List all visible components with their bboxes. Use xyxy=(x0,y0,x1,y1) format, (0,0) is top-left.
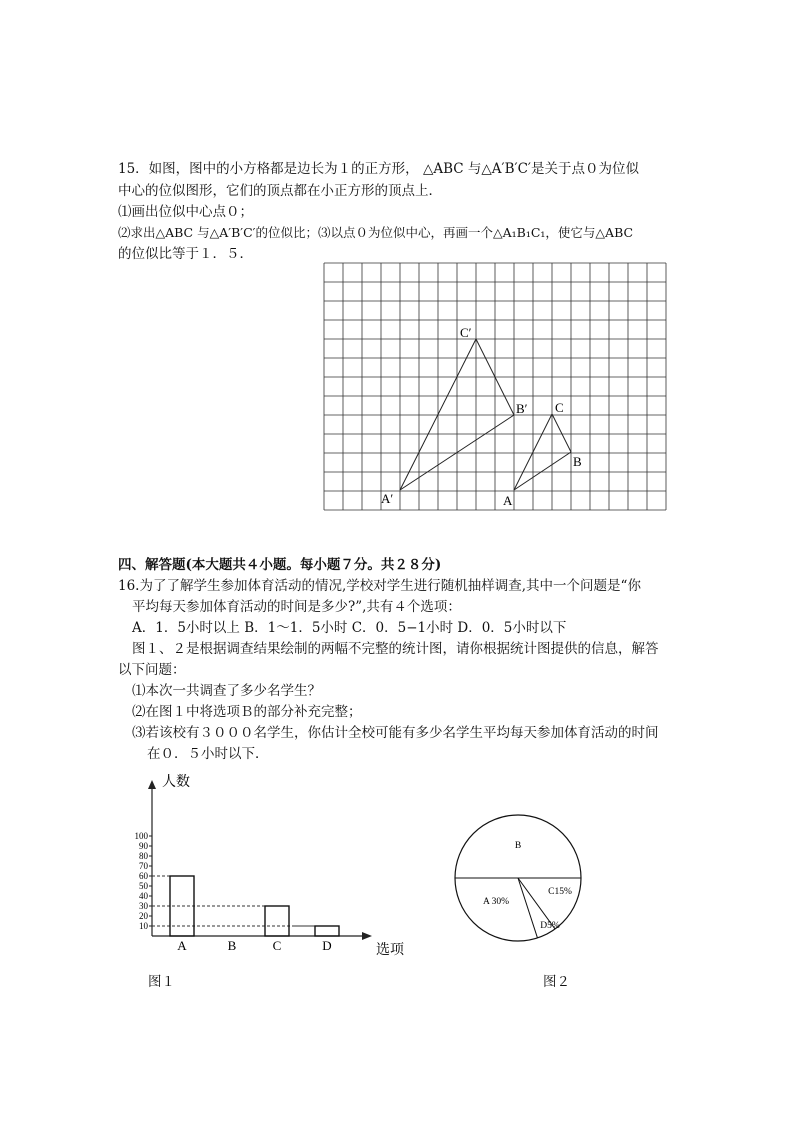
pie-divider-d xyxy=(518,878,537,938)
figure-1-caption: 图１ xyxy=(148,974,175,990)
q15-line-5: 的位似比等于１．５． xyxy=(118,246,253,262)
grid-lines xyxy=(324,263,666,510)
q16-line-4: 图１、２是根据调查结果绘制的两幅不完整的统计图，请你根据统计图提供的信息，解答 xyxy=(132,641,659,657)
pie-chart-figure-2 xyxy=(440,810,620,960)
label-c: C xyxy=(555,400,564,415)
y-tick-label: 90 xyxy=(139,841,148,851)
y-tick-label: 100 xyxy=(134,831,148,841)
bar-D xyxy=(315,926,339,936)
label-c-prime: C′ xyxy=(460,325,472,340)
y-tick-label: 60 xyxy=(139,871,148,881)
bar-chart-x-label: 选项 xyxy=(376,943,404,958)
bar-chart-axes xyxy=(148,780,372,940)
pie-label-0: B xyxy=(514,841,522,851)
y-tick-label: 70 xyxy=(139,861,148,871)
segment-c-b xyxy=(552,414,571,452)
segment-a-b xyxy=(514,452,571,490)
pie-chart-labels xyxy=(483,841,572,931)
category-label-C: C xyxy=(272,938,282,953)
bar-chart-y-label: 人数 xyxy=(162,775,190,790)
q15-line-3: ⑴画出位似中心点０； xyxy=(118,204,253,220)
q16-question-3: ⑶若该校有３０００名学生，你估计全校可能有多少名学生平均每天参加体育活动的时间 xyxy=(132,725,659,741)
category-label-B: B xyxy=(227,938,237,953)
bar-chart-guide-lines xyxy=(152,876,315,926)
label-b: B xyxy=(573,454,582,469)
pie-chart-slices xyxy=(455,815,581,941)
triangle-abc xyxy=(514,414,571,490)
category-label-D: D xyxy=(322,938,332,953)
q16-question-1: ⑴本次一共调查了多少名学生？ xyxy=(132,683,321,699)
q16-question-2: ⑵在图１中将选项Ｂ的部分补充完整； xyxy=(132,704,362,720)
category-label-A: A xyxy=(177,938,187,953)
bar-chart-category-labels xyxy=(177,938,331,953)
figure-2-caption: 图２ xyxy=(543,974,570,990)
q16-options: A．1．5小时以上 B．1～1．5小时 C．0．5−1小时 D．0．5小时以下 xyxy=(132,620,567,636)
q16-question-3-cont: 在０．５小时以下． xyxy=(147,746,269,762)
y-tick-label: 10 xyxy=(139,921,148,931)
q15-line-2: 中心的位似图形，它们的顶点都在小正方形的顶点上． xyxy=(118,183,442,199)
label-a-prime: A′ xyxy=(381,491,394,506)
y-tick-label: 30 xyxy=(139,901,148,911)
section-4-title: 四、解答题(本大题共４小题。每小题７分。共２８分) xyxy=(118,557,442,573)
q16-line-5: 以下问题： xyxy=(118,662,186,678)
y-axis-arrow xyxy=(148,780,156,789)
q16-line-1: 16.为了了解学生参加体育活动的情况,学校对学生进行随机抽样调查,其中一个问题是“你 xyxy=(118,578,641,594)
label-b-prime: B′ xyxy=(516,401,528,416)
bar-chart-y-ticks xyxy=(135,831,153,931)
y-tick-label: 20 xyxy=(139,911,148,921)
y-tick-label: 40 xyxy=(139,891,148,901)
y-tick-label: 80 xyxy=(139,851,148,861)
bar-chart-figure-1 xyxy=(110,770,430,970)
x-axis-arrow xyxy=(362,932,372,940)
pie-label-1: A 30% xyxy=(482,897,510,907)
y-tick-label: 50 xyxy=(139,881,148,891)
q15-line-4: ⑵求出△ABC 与△A′B′C′的位似比；⑶以点０为位似中心，再画一个△A₁B₁C₁，使它与△ABC xyxy=(118,225,634,240)
pie-label-3: D5% xyxy=(540,921,560,931)
label-a: A xyxy=(503,493,513,508)
q15-line-1: 15．如图，图中的小方格都是边长为１的正方形， △ABC 与△A′B′C′是关于点０为位似 xyxy=(118,161,639,177)
q16-line-2: 平均每天参加体育活动的时间是多少?”,共有４个选项： xyxy=(132,599,461,615)
bar-C xyxy=(265,906,289,936)
pie-label-2: C15% xyxy=(548,887,572,897)
